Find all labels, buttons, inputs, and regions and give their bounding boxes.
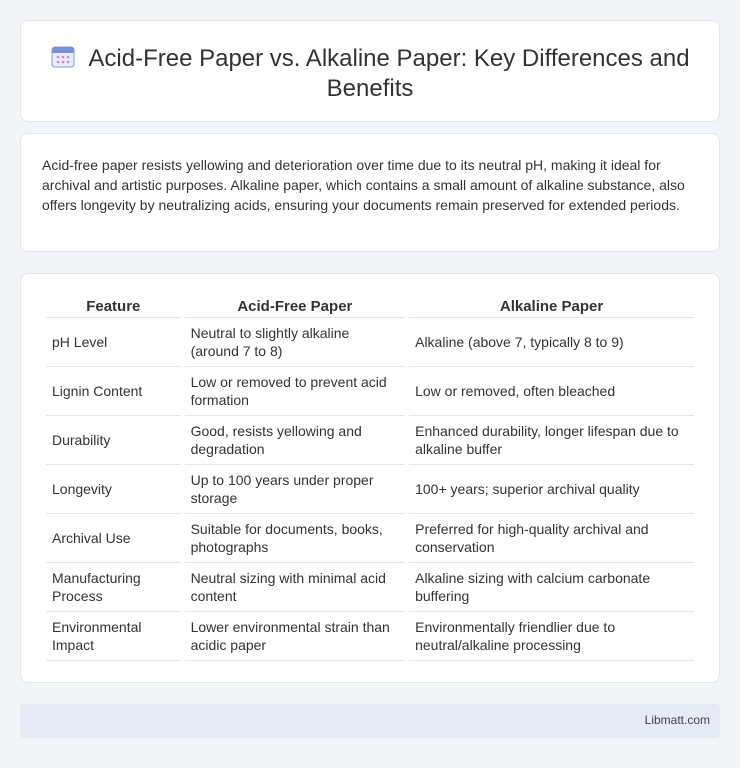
alkaline-cell: Alkaline sizing with calcium carbonate buffering: [409, 563, 694, 612]
page-title-wrap: [21, 43, 719, 104]
acid-free-cell: Neutral to slightly alkaline (around 7 to 8): [185, 318, 406, 367]
acid-free-cell: Neutral sizing with minimal acid content: [185, 563, 406, 612]
feature-cell: Environmental Impact: [46, 612, 181, 661]
acid-free-cell: Up to 100 years under proper storage: [185, 465, 406, 514]
alkaline-cell: Enhanced durability, longer lifespan due to alkaline buffer: [409, 416, 694, 465]
footer-site-link[interactable]: Libmatt.com: [644, 713, 710, 727]
table-row: [46, 465, 694, 514]
feature-cell: Lignin Content: [46, 367, 181, 416]
table-row: [46, 318, 694, 367]
table-row: [46, 416, 694, 465]
feature-cell: Longevity: [46, 465, 181, 514]
title-card: [20, 20, 720, 122]
intro-card: [20, 133, 720, 252]
alkaline-cell: Low or removed, often bleached: [409, 367, 694, 416]
table-row: [46, 563, 694, 612]
alkaline-cell: Preferred for high-quality archival and conservation: [409, 514, 694, 563]
table-row: [46, 514, 694, 563]
header-feature: Feature: [46, 296, 181, 318]
alkaline-cell: Alkaline (above 7, typically 8 to 9): [409, 318, 694, 367]
table-row: [46, 367, 694, 416]
header-alkaline: Alkaline Paper: [409, 296, 694, 318]
footer-bar: [20, 704, 720, 738]
acid-free-cell: Good, resists yellowing and degradation: [185, 416, 406, 465]
feature-cell: Durability: [46, 416, 181, 465]
alkaline-cell: 100+ years; superior archival quality: [409, 465, 694, 514]
acid-free-cell: Suitable for documents, books, photographs: [185, 514, 406, 563]
feature-cell: pH Level: [46, 318, 181, 367]
acid-free-cell: Low or removed to prevent acid formation: [185, 367, 406, 416]
table-row: [46, 612, 694, 661]
acid-free-cell: Lower environmental strain than acidic paper: [185, 612, 406, 661]
comparison-table: [42, 296, 698, 661]
comparison-card: [20, 273, 720, 683]
table-header-row: [46, 296, 694, 318]
alkaline-cell: Environmentally friendlier due to neutral/alkaline processing: [409, 612, 694, 661]
header-acid-free: Acid-Free Paper: [185, 296, 406, 318]
feature-cell: Manufacturing Process: [46, 563, 181, 612]
page-title: Acid-Free Paper vs. Alkaline Paper: Key Differences and Benefits: [88, 45, 690, 102]
calendar-icon: [50, 43, 76, 69]
intro-paragraph: Acid-free paper resists yellowing and deterioration over time due to its neutral pH, making it ideal for archival and artistic purposes. Alkaline paper, which contains a small amount of alkaline substance, also offers longevity by neutralizing acids, ensuring your documents remain preserved for extended periods.: [42, 157, 685, 213]
feature-cell: Archival Use: [46, 514, 181, 563]
